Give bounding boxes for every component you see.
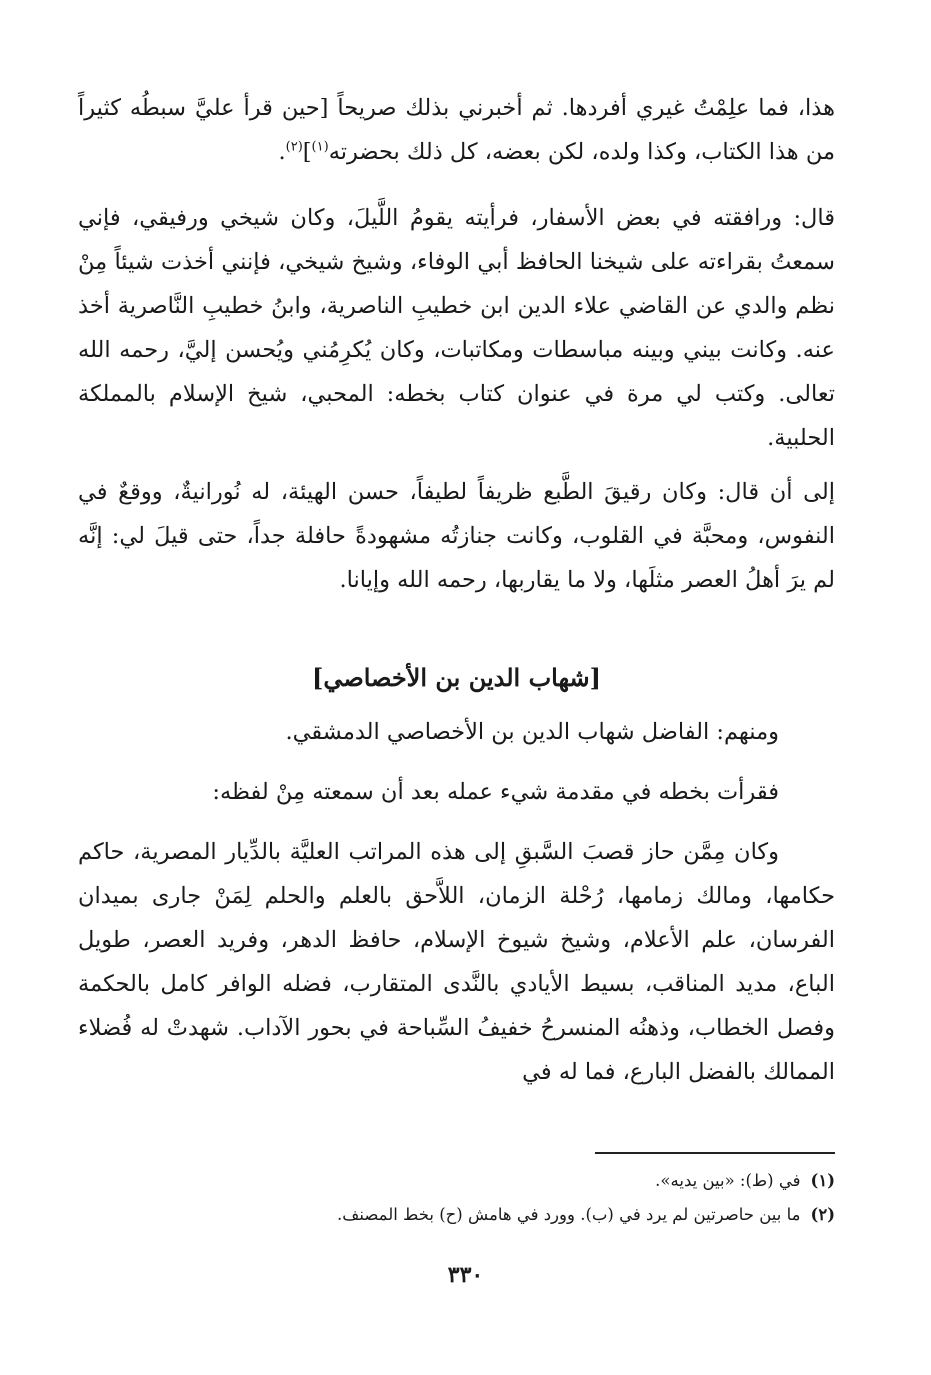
paragraph-1-text: هذا، فما علِمْتُ غيري أفردها. ثم أخبرني بذلك صريحاً [حين قرأ عليَّ سبطُه كثيراً من هذا الكتاب، وكذا ولده، لكن بعضه، كل ذلك بحضرته xyxy=(78,95,835,165)
footnote-1 xyxy=(78,1164,835,1198)
paragraph-3: إلى أن قال: وكان رقيقَ الطَّبع ظريفاً لطيفاً، حسن الهيئة، له نُورانيةٌ، ووقعٌ في النفوس، ومحبَّة في القلوب، وكانت جنازتُه مشهودةً حافلة جداً، حتى قيلَ لي: إنَّه لم يرَ أهلُ العصر مثلَها، ولا ما يقاربها، رحمه الله وإيانا. xyxy=(78,479,835,593)
footnote-2-text: ما بين حاصرتين لم يرد في (ب). وورد في هامش (ح) بخط المصنف. xyxy=(337,1205,801,1224)
section-heading: [شهاب الدين بن الأخصاصي] xyxy=(311,663,602,692)
paragraph-1 xyxy=(78,86,835,174)
footnote-1-number: (١) xyxy=(810,1171,835,1190)
footnote-divider xyxy=(595,1152,835,1154)
page-number: ٣٣٠ xyxy=(447,1262,484,1288)
paragraph-2: قال: ورافقته في بعض الأسفار، فرأيته يقومُ اللَّيلَ، وكان شيخي ورفيقي، فإني سمعتُ بقراءته على شيخنا الحافظ أبي الوفاء، وشيخ شيخي، فإنني أخذت شيئاً مِنْ نظم والدي عن القاضي علاء الدين ابن خطيبِ الناصرية، وابنُ خطيبِ النَّاصرية أخذ عنه. وكانت بيني وبينه مباسطات ومكاتبات، وكان يُكرِمُني ويُحسن إليَّ، رحمه الله تعالى. وكتب لي مرة في عنوان كتاب بخطه: المحبي، شيخ الإسلام بالمملكة الحلبية. xyxy=(78,205,835,451)
line-2: فقرأت بخطه في مقدمة شيء عمله بعد أن سمعته مِنْ لفظه: xyxy=(212,779,779,805)
footnote-ref-2: (٢) xyxy=(285,139,303,155)
footnote-2-number: (٢) xyxy=(810,1205,835,1224)
footnote-ref-1: (١) xyxy=(311,139,329,155)
footnotes xyxy=(78,1164,835,1232)
footnote-2 xyxy=(78,1198,835,1232)
paragraph-1-end: . xyxy=(278,139,286,165)
paragraph-4: وكان مِمَّن حاز قصبَ السَّبقِ إلى هذه المراتب العليَّة بالدِّيار المصرية، حاكم حكامها، ومالك زمامها، رُحْلة الزمان، اللاَّحق بالعلم والحلم لِمَنْ جارى بميدان الفرسان، علم الأعلام، وشيخ شيوخ الإسلام، حافظ الدهر، وفريد العصر، طويل الباع، مديد المناقب، بسيط الأيادي بالنَّدى المتقارب، فضله الوافر كامل بالحكمة وفصل الخطاب، وذهنُه المنسرحُ خفيفُ السِّباحة في بحور الآداب. شهدتْ له فُضلاء الممالك بالفضل البارع، فما له في xyxy=(78,839,835,1085)
closing-bracket: ] xyxy=(302,139,312,165)
line-1: ومنهم: الفاضل شهاب الدين بن الأخصاصي الدمشقي. xyxy=(285,719,779,745)
footnote-1-text: في (ط): «بين يديه». xyxy=(655,1171,801,1190)
